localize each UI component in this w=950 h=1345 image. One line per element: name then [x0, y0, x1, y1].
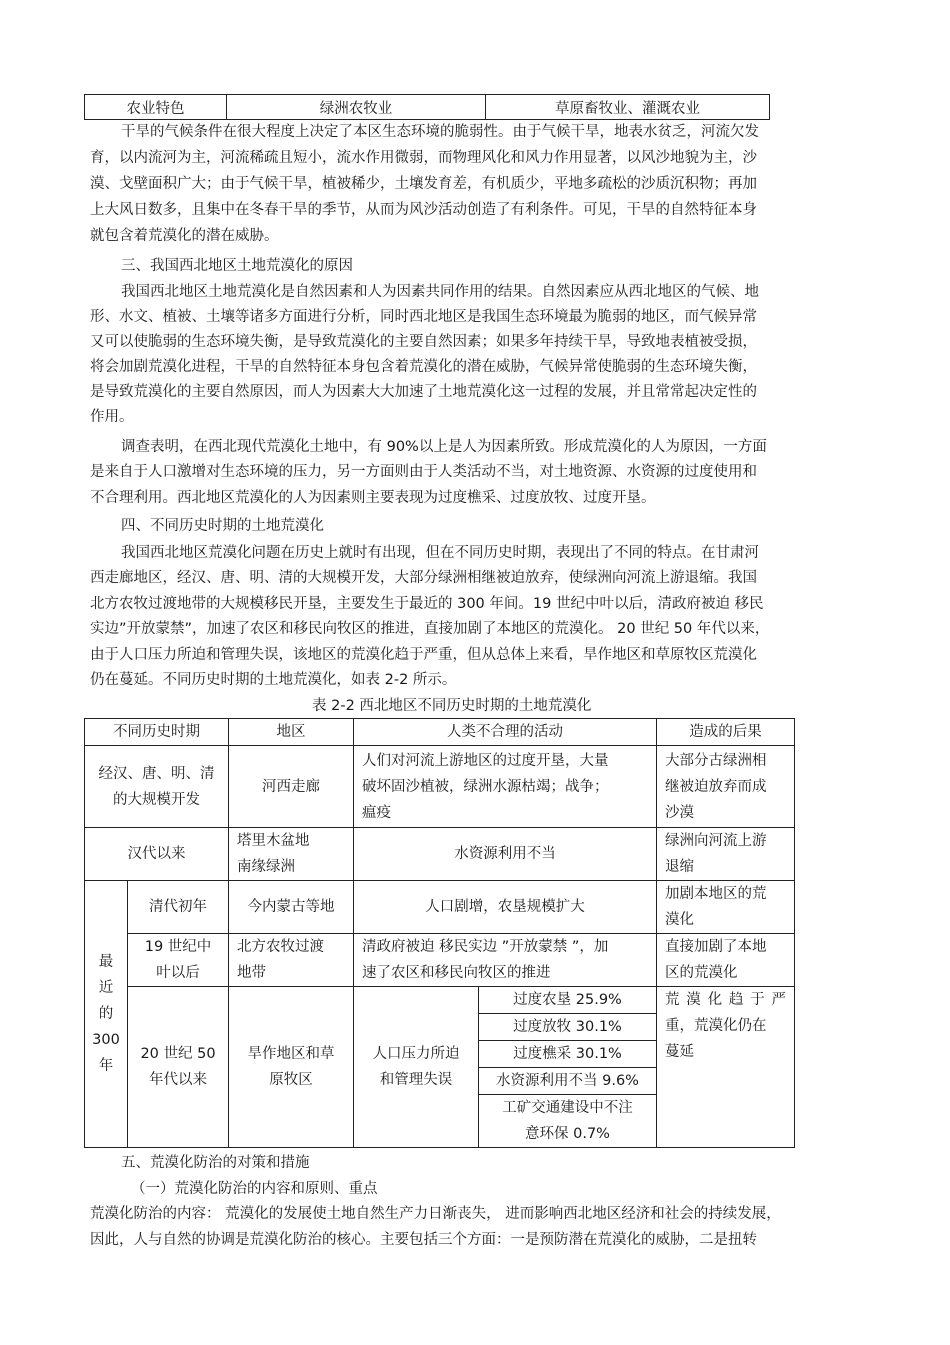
paragraph-line: 漠、戈壁面积广大；由于气候干旱，植被稀少，土壤发育差，有机质少，平地多疏松的沙质沉积物；再加	[90, 176, 757, 192]
paragraph-line: 调查表明，在西北现代荒漠化土地中，有 90%以上是人为因素所致。形成荒漠化的人为原因，一方面	[121, 439, 767, 455]
paragraph-line: 我国西北地区荒漠化问题在历史上就时有出现，但在不同历史时期，表现出了不同的特点。在甘肃河	[121, 545, 759, 561]
table-header: 地区	[229, 719, 354, 746]
region-cell: 今内蒙古等地	[229, 881, 354, 934]
cause-cell: 水资源利用不当 9.6%	[479, 1068, 657, 1095]
period-cell: 20 世纪 50 年代以来	[128, 987, 229, 1148]
paragraph-line: 不合理利用。西北地区荒漠化的人为因素则主要表现为过度樵采、过度放牧、过度开垦。	[90, 490, 656, 506]
table-header: 造成的后果	[657, 719, 795, 746]
result-cell: 加剧本地区的荒 漠化	[657, 881, 795, 934]
paragraph-line: 荒漠化防治的内容： 荒漠化的发展使土地自然生产力日渐丧失， 进而影响西北地区经济和社会的持续发展，	[90, 1206, 781, 1222]
activity-cell: 水资源利用不当	[354, 828, 657, 881]
cause-cell: 过度樵采 30.1%	[479, 1041, 657, 1068]
result-cell: 荒漠化趋于严 重，荒漠化仍在 蔓延	[657, 987, 795, 1148]
paragraph-line: 因此，人与自然的协调是荒漠化防治的核心。主要包括三个方面：一是预防潜在荒漠化的威胁，二是扭转	[90, 1232, 757, 1248]
cause-cell: 过度农垦 25.9%	[479, 987, 657, 1014]
period-cell: 经汉、唐、明、清 的大规模开发	[85, 746, 229, 828]
paragraph-line: 我国西北地区土地荒漠化是自然因素和人为因素共同作用的结果。自然因素应从西北地区的气候、地	[121, 284, 759, 300]
activity-cell: 人口压力所迫 和管理失误	[354, 987, 479, 1148]
paragraph-line: 育，以内流河为主，河流稀疏且短小，流水作用微弱，而物理风化和风力作用显著，以风沙地貌为主，沙	[90, 150, 757, 166]
section-heading: 四、不同历史时期的土地荒漠化	[121, 518, 324, 534]
table-row	[85, 987, 795, 1014]
table-header: 人类不合理的活动	[354, 719, 657, 746]
period-cell: 汉代以来	[85, 828, 229, 881]
paragraph-line: 形、水文、植被、土壤等诸多方面进行分析，同时西北地区是我国生态环境最为脆弱的地区，而气候异常	[90, 309, 757, 325]
result-cell: 大部分古绿洲相 继被迫放弃而成 沙漠	[657, 746, 795, 828]
subsection-heading: （一）荒漠化防治的内容和原则、重点	[131, 1181, 378, 1197]
section-heading: 三、我国西北地区土地荒漠化的原因	[121, 258, 353, 274]
table-row	[85, 746, 795, 828]
activity-cell: 人们对河流上游地区的过度开垦，大量 破坏固沙植被，绿洲水源枯竭；战争； 瘟疫	[354, 746, 657, 828]
paragraph-line: 是导致荒漠化的主要自然原因，而人为因素大大加速了土地荒漠化这一过程的发展，并且常常起决定性的	[90, 384, 757, 400]
table-cell: 农业特色	[85, 95, 227, 120]
period-cell: 清代初年	[128, 881, 229, 934]
cause-cell: 工矿交通建设中不注 意环保 0.7%	[479, 1095, 657, 1148]
region-cell: 旱作地区和草 原牧区	[229, 987, 354, 1148]
paragraph-line: 实边”开放蒙禁”，加速了农区和移民向牧区的推进，直接加剧了本地区的荒漠化。 20 世纪 50 年代以来，	[90, 621, 770, 637]
table-cell: 草原畜牧业、灌溉农业	[486, 95, 770, 120]
cause-cell: 过度放牧 30.1%	[479, 1014, 657, 1041]
paragraph-line: 又可以使脆弱的生态环境失衡，是导致荒漠化的主要自然因素；如果多年持续干旱，导致地表植被受损，	[90, 334, 757, 350]
result-cell: 绿洲向河流上游 退缩	[657, 828, 795, 881]
region-cell: 塔里木盆地 南缘绿洲	[229, 828, 354, 881]
section-heading: 五、荒漠化防治的对策和措施	[121, 1155, 310, 1171]
paragraph-line: 是来自于人口激增对生态环境的压力，另一方面则由于人类活动不当，对土地资源、水资源的过度使用和	[90, 464, 757, 480]
table-cell: 绿洲农牧业	[227, 95, 486, 120]
region-cell: 河西走廊	[229, 746, 354, 828]
paragraph-line: 上大风日数多，且集中在冬春干旱的季节，从而为风沙活动创造了有利条件。可见，干旱的自然特征本身	[90, 202, 757, 218]
paragraph-line: 将会加剧荒漠化进程，干旱的自然特征本身包含着荒漠化的潜在威胁，气候异常使脆弱的生态环境失衡，	[90, 359, 757, 375]
period-cell: 19 世纪中 叶以后	[128, 934, 229, 987]
agriculture-table	[84, 94, 770, 120]
paragraph-line: 北方农牧过渡地带的大规模移民开垦，主要发生于最近的 300 年间。19 世纪中叶以后，清政府被迫 移民	[90, 596, 764, 612]
table-row	[85, 828, 795, 881]
desertification-history-table	[84, 718, 795, 1148]
recent-300-years-cell: 最 近 的 300 年	[85, 881, 128, 1148]
paragraph-line: 干旱的气候条件在很大程度上决定了本区生态环境的脆弱性。由于气候干旱，地表水贫乏，河流欠发	[121, 124, 759, 140]
activity-cell: 人口剧增，农垦规模扩大	[354, 881, 657, 934]
table-caption: 表 2-2 西北地区不同历史时期的土地荒漠化	[312, 698, 592, 714]
table-header: 不同历史时期	[85, 719, 229, 746]
table-row	[85, 95, 770, 120]
paragraph-line: 由于人口压力所迫和管理失误，该地区的荒漠化趋于严重，但从总体上来看，旱作地区和草原牧区荒漠化	[90, 647, 757, 663]
paragraph-line: 作用。	[90, 409, 134, 425]
paragraph-line: 仍在蔓延。不同历史时期的土地荒漠化，如表 2-2 所示。	[90, 672, 457, 688]
table-row	[85, 881, 795, 934]
table-row	[85, 934, 795, 987]
result-cell: 直接加剧了本地 区的荒漠化	[657, 934, 795, 987]
paragraph-line: 西走廊地区，经汉、唐、明、清的大规模开发，大部分绿洲相继被迫放弃，使绿洲向河流上游退缩。我国	[90, 570, 757, 586]
activity-cell: 清政府被迫 移民实边 ”开放蒙禁 ”，加 速了农区和移民向牧区的推进	[354, 934, 657, 987]
paragraph-line: 就包含着荒漠化的潜在威胁。	[90, 228, 279, 244]
table-header-row	[85, 719, 795, 746]
region-cell: 北方农牧过渡 地带	[229, 934, 354, 987]
